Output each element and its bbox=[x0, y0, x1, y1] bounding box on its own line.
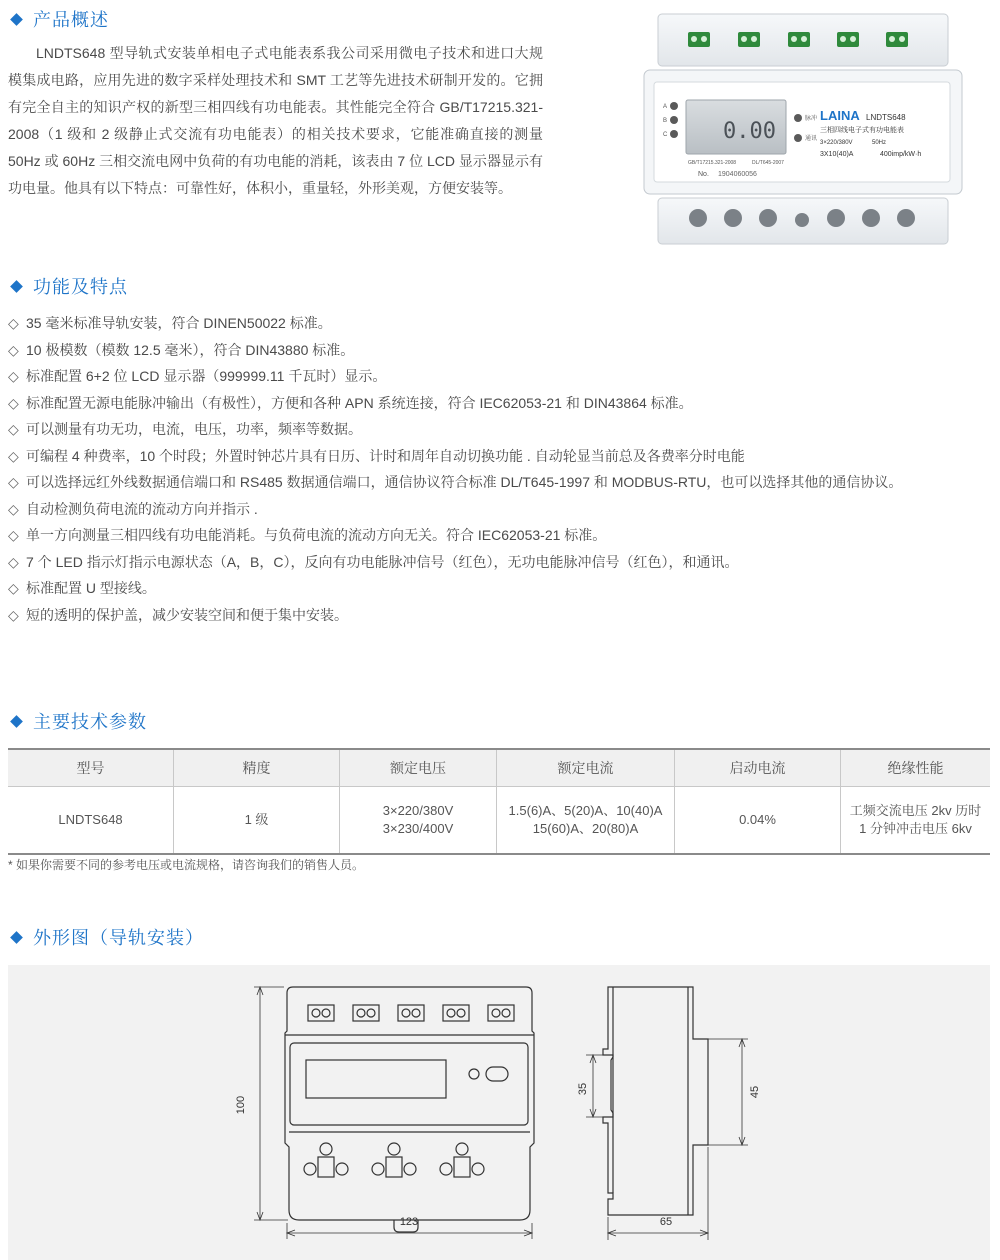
top-terminal-screws bbox=[308, 1005, 514, 1021]
lcd-reading: 0.00 bbox=[723, 119, 776, 144]
header-current: 额定电流 bbox=[497, 749, 675, 787]
diamond-outline-icon: ◇ bbox=[8, 421, 19, 437]
svg-text:GB/T17215.321-2008: GB/T17215.321-2008 bbox=[688, 160, 737, 166]
diamond-outline-icon: ◇ bbox=[8, 553, 19, 570]
svg-text:A: A bbox=[663, 104, 668, 110]
feature-item: ◇ 7 个 LED 指示灯指示电源状态（A，B，C），反向有功电能脉冲信号（红色），无功电能脉冲信号（红色），和通讯。 bbox=[8, 549, 902, 576]
features-title: 功能及特点 bbox=[33, 277, 128, 297]
svg-text:3X10(40)A: 3X10(40)A bbox=[820, 151, 854, 158]
diamond-outline-icon: ◇ bbox=[8, 580, 19, 596]
svg-text:三相四线电子式有功电能表: 三相四线电子式有功电能表 bbox=[820, 127, 904, 134]
svg-text:脉冲: 脉冲 bbox=[805, 116, 818, 122]
diamond-outline-icon: ◇ bbox=[8, 315, 19, 331]
svg-text:DL/T645-2007: DL/T645-2007 bbox=[752, 160, 784, 166]
svg-text:400imp/kW·h: 400imp/kW·h bbox=[880, 151, 922, 158]
specs-title: 主要技术参数 bbox=[33, 712, 147, 732]
bottom-terminal-screws bbox=[304, 1143, 484, 1177]
dimension-height-label: 100 bbox=[235, 1095, 247, 1115]
outline-drawing-panel bbox=[8, 965, 990, 1260]
spec-table bbox=[8, 748, 990, 855]
diamond-bullet-icon bbox=[10, 715, 23, 728]
product-photo bbox=[640, 8, 965, 253]
side-view bbox=[586, 987, 748, 1215]
header-voltage: 额定电压 bbox=[340, 749, 497, 787]
diamond-outline-icon: ◇ bbox=[8, 341, 19, 358]
svg-text:1904060056: 1904060056 bbox=[718, 171, 757, 178]
specs-heading bbox=[8, 708, 147, 734]
cell-current: 1.5(6)A、5(20)A、10(40)A 15(60)A、20(80)A bbox=[497, 787, 675, 855]
overview-heading bbox=[8, 6, 109, 32]
header-model: 型号 bbox=[8, 749, 174, 787]
diamond-outline-icon: ◇ bbox=[8, 527, 19, 543]
overview-title: 产品概述 bbox=[33, 10, 109, 30]
overview-paragraph: LNDTS648 型导轨式安装单相电子式电能表系我公司采用微电子技术和进口大规模集成电路，应用先进的数字采样处理技术和 SMT 工艺等先进技术研制开发的。它拥有完全自主的知识产权的新型三相四线有功电能表。其性能完全符合 GB/T17215.321-2008（1 级和 2 级静止式交流有功电能表）的相关技术要求，它能准确直接的测量 50Hz 或 60Hz 三相交流电网中负荷的有功电能的消耗，该表由 7 位 LCD 显示器显示有功电量。他具有以下特点：可靠性好，体积小，重量轻，外形美观，方便安装等。 bbox=[8, 45, 543, 196]
dimension-width-label: 123 bbox=[399, 1216, 419, 1228]
feature-item: ◇ 10 极模数（模数 12.5 毫米），符合 DIN43880 标准。 bbox=[8, 337, 902, 364]
feature-item: ◇ 单一方向测量三相四线有功电能消耗。与负荷电流的流动方向无关。符合 IEC62053-21 标准。 bbox=[8, 522, 902, 549]
svg-text:通讯: 通讯 bbox=[805, 136, 818, 142]
svg-text:LNDTS648: LNDTS648 bbox=[866, 113, 906, 122]
diamond-bullet-icon bbox=[10, 280, 23, 293]
outline-drawing bbox=[8, 965, 990, 1260]
diamond-bullet-icon bbox=[10, 13, 23, 26]
dimension-depth-label: 65 bbox=[659, 1216, 673, 1228]
feature-item: ◇ 标准配置 U 型接线。 bbox=[8, 575, 902, 602]
header-insulation: 绝缘性能 bbox=[841, 749, 991, 787]
front-view bbox=[285, 987, 534, 1232]
feature-item: ◇ 可以测量有功无功，电流，电压，功率，频率等数据。 bbox=[8, 416, 902, 443]
outline-title: 外形图（导轨安装） bbox=[33, 928, 204, 948]
comm-led-icon bbox=[794, 134, 802, 142]
header-start-current: 启动电流 bbox=[675, 749, 841, 787]
header-accuracy: 精度 bbox=[174, 749, 340, 787]
feature-item: ◇ 35 毫米标准导轨安装，符合 DINEN50022 标准。 bbox=[8, 310, 902, 337]
svg-text:B: B bbox=[663, 118, 668, 124]
cell-voltage: 3×220/380V 3×230/400V bbox=[340, 787, 497, 855]
cell-start-current: 0.04% bbox=[675, 787, 841, 855]
features-heading bbox=[8, 273, 128, 299]
svg-text:No.: No. bbox=[698, 171, 709, 178]
table-row bbox=[8, 787, 990, 855]
cell-accuracy: 1 级 bbox=[174, 787, 340, 855]
feature-item: ◇ 可以选择远红外线数据通信端口和 RS485 数据通信端口，通信协议符合标准 DL/T645-1997 和 MODBUS-RTU，也可以选择其他的通信协议。 bbox=[8, 469, 902, 496]
diamond-outline-icon: ◇ bbox=[8, 474, 19, 490]
cell-insulation: 工频交流电压 2kv 历时 1 分钟冲击电压 6kv bbox=[841, 787, 991, 855]
cell-model: LNDTS648 bbox=[8, 787, 174, 855]
diamond-outline-icon: ◇ bbox=[8, 394, 19, 411]
svg-text:50Hz: 50Hz bbox=[872, 140, 887, 146]
diamond-outline-icon: ◇ bbox=[8, 368, 19, 384]
diamond-outline-icon: ◇ bbox=[8, 500, 19, 517]
svg-text:C: C bbox=[663, 132, 668, 138]
front-dimensions bbox=[254, 987, 532, 1239]
feature-item: ◇ 短的透明的保护盖，减少安装空间和便于集中安装。 bbox=[8, 602, 902, 629]
outline-heading bbox=[8, 924, 204, 950]
diamond-bullet-icon bbox=[10, 931, 23, 944]
feature-item: ◇ 标准配置 6+2 位 LCD 显示器（999999.11 千瓦时）显示。 bbox=[8, 363, 902, 390]
feature-item: ◇ 自动检测负荷电流的流动方向并指示 . bbox=[8, 496, 902, 523]
diamond-outline-icon: ◇ bbox=[8, 447, 19, 464]
dimension-step-label: 45 bbox=[749, 1085, 761, 1099]
dimension-rail-label: 35 bbox=[577, 1082, 589, 1096]
svg-text:3×220/380V: 3×220/380V bbox=[820, 140, 853, 146]
status-leds bbox=[663, 102, 678, 138]
feature-list bbox=[8, 310, 902, 628]
diamond-outline-icon: ◇ bbox=[8, 606, 19, 623]
spec-note: * 如果你需要不同的参考电压或电流规格，请咨询我们的销售人员。 bbox=[8, 858, 365, 872]
feature-item: ◇ 标准配置无源电能脉冲输出（有极性），方便和各种 APN 系统连接，符合 IEC62053-21 和 DIN43864 标准。 bbox=[8, 390, 902, 417]
brand-logo: LAINA bbox=[820, 108, 860, 123]
pulse-led-icon bbox=[794, 114, 802, 122]
feature-item: ◇ 可编程 4 种费率，10 个时段；外置时钟芯片具有日历、计时和周年自动切换功能 . 自动轮显当前总及各费率分时电能 bbox=[8, 443, 902, 470]
